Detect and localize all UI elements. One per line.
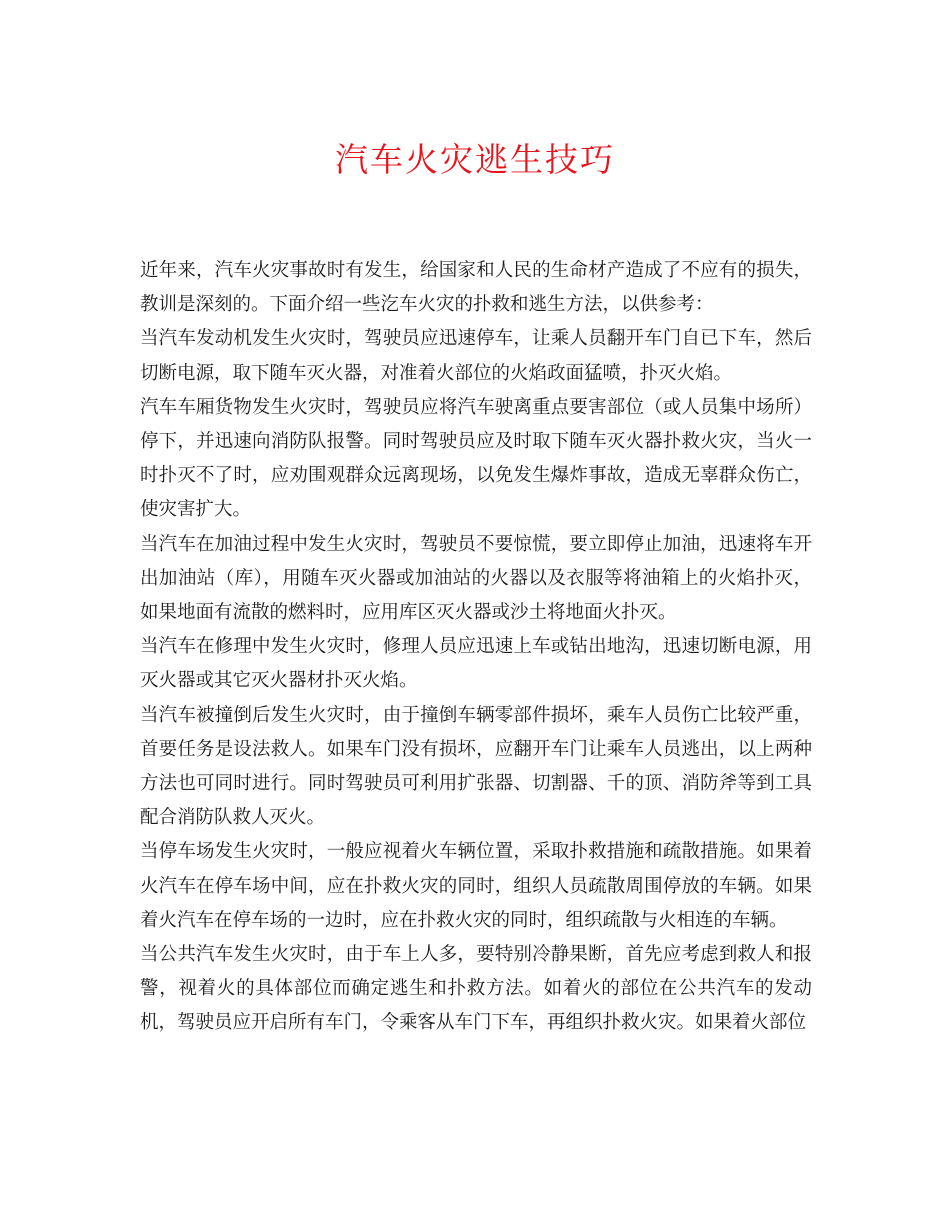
document-body	[140, 254, 812, 1041]
paragraph-cargo-fire: 汽车车厢货物发生火灾时，驾驶员应将汽车驶离重点要害部位（或人员集中场所）停下，并迅速向消防队报警。同时驾驶员应及时取下随车灭火器扑救火灾，当火一时扑灭不了时，应劝围观群众远离现场，以免发生爆炸事故，造成无辜群众伤亡，使灾害扩大。	[140, 396, 812, 521]
paragraph-bus-fire: 当公共汽车发生火灾时，由于车上人多，要特别冷静果断，首先应考虑到救人和报警，视着火的具体部位而确定逃生和扑救方法。如着火的部位在公共汽车的发动机，驾驶员应开启所有车门，令乘客从车门下车，再组织扑救火灾。如果着火部位	[140, 944, 812, 1034]
document-title: 汽车火灾逃生技巧	[335, 140, 615, 179]
paragraph-parking-lot-fire: 当停车场发生火灾时，一般应视着火车辆位置，采取扑救措施和疏散措施。如果着火汽车在停车场中间，应在扑救火灾的同时，组织人员疏散周围停放的车辆。如果着火汽车在停车场的一边时，应在扑救火灾的同时，组织疏散与火相连的车辆。	[140, 841, 812, 931]
paragraph-collision-fire: 当汽车被撞倒后发生火灾时，由于撞倒车辆零部件损坏，乘车人员伤亡比较严重，首要任务是设法救人。如果车门没有损坏，应翻开车门让乘车人员逃出，以上两种方法也可同时进行。同时驾驶员可利用扩张器、切割器、千的顶、消防斧等到工具配合消防队救人灭火。	[140, 704, 812, 829]
paragraph-engine-fire: 当汽车发动机发生火灾时，驾驶员应迅速停车，让乘人员翻开车门自已下车，然后切断电源，取下随车灭火器，对准着火部位的火焰政面猛喷，扑灭火焰。	[140, 328, 812, 384]
paragraph-repair-fire: 当汽车在修理中发生火灾时，修理人员应迅速上车或钻出地沟，迅速切断电源，用灭火器或其它灭火器材扑灭火焰。	[140, 636, 812, 692]
paragraph-intro: 近年来，汽车火灾事故时有发生，给国家和人民的生命材产造成了不应有的损失，教训是深刻的。下面介绍一些汔车火灾的扑救和逃生方法，以供参考：	[140, 260, 812, 316]
paragraph-refueling-fire: 当汽车在加油过程中发生火灾时，驾驶员不要惊慌，要立即停止加油，迅速将车开出加油站（库），用随车灭火器或加油站的火器以及衣服等将油箱上的火焰扑灭，如果地面有流散的燃料时，应用库区灭火器或沙土将地面火扑灭。	[140, 533, 812, 624]
